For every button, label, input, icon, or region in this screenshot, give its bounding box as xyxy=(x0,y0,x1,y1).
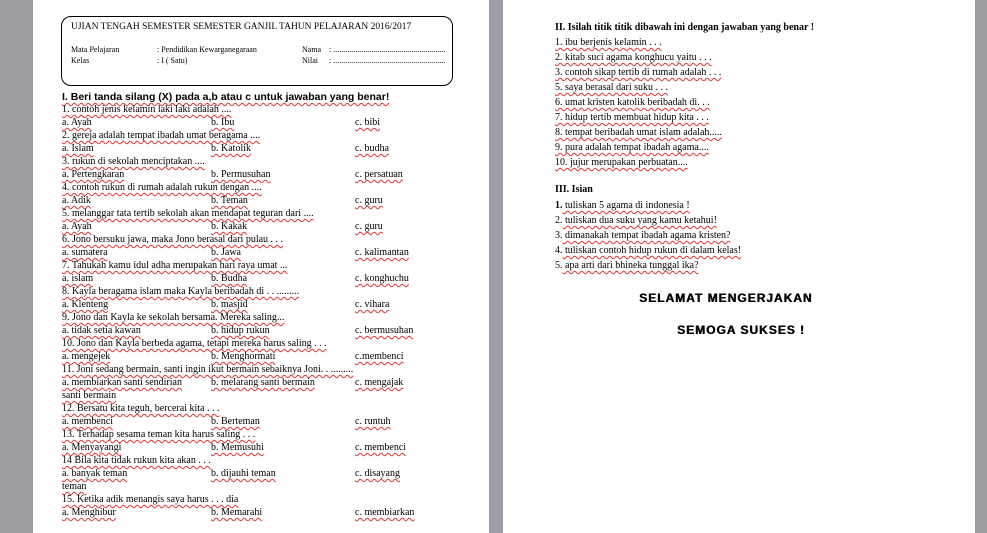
class-value: : I ( Satu) xyxy=(157,56,188,65)
question-4: 4. contoh rukun di rumah adalah rukun dengan .... xyxy=(62,182,262,193)
essay-text: tuliskan dua suku yang kamu ketahui! xyxy=(562,215,717,226)
option-a: a. Ayah xyxy=(62,117,92,128)
option-c: c.membenci xyxy=(355,351,404,362)
option-a: a. Islam xyxy=(62,143,94,154)
option-c: c. guru xyxy=(355,195,383,206)
fill-item-4: 5. saya berasal dari suku . . . xyxy=(555,82,669,93)
question-1: 1. contoh jenis kelamin laki laki adalah .... xyxy=(62,104,232,115)
closing-line-1: SELAMAT MENGERJAKAN xyxy=(639,291,813,305)
option-a-continued: santi bermain xyxy=(62,390,117,401)
option-a: a. mengejek xyxy=(62,351,111,362)
option-a: a. Ayah xyxy=(62,221,92,232)
option-c: c. vihara xyxy=(355,299,390,310)
closing-line-2: SEMOGA SUKSES ! xyxy=(677,323,805,337)
option-c: c. membenci xyxy=(355,442,407,453)
question-14: 14 Bila kita tidak rukun kita akan . . . xyxy=(62,455,211,466)
fill-item-3: 3. contoh sikap tertib di rumah adalah . . . xyxy=(555,67,722,78)
essay-number: 5. xyxy=(555,260,563,271)
name-field: : ........................................................ xyxy=(329,45,446,54)
option-a: a. islam xyxy=(62,273,94,284)
option-c: c. persatuan xyxy=(355,169,403,180)
option-a: a. Menyayangi xyxy=(62,442,122,453)
question-7: 7. Tahukah kamu idul adha merupakan hari raya umat ... xyxy=(62,260,288,271)
question-9: 9. Jono dan Kayla ke sekolah bersama. Mereka saling... xyxy=(62,312,285,323)
option-c: c. budha xyxy=(355,143,389,154)
option-a: a. Menghibur xyxy=(62,507,116,518)
score-field: : ........................................................ xyxy=(329,56,446,65)
fill-item-2: 2. kitab suci agama konghucu yaitu . . . xyxy=(555,52,712,63)
option-b: b. Katolik xyxy=(211,143,251,154)
option-b: b. Memarahi xyxy=(211,507,263,518)
class-label: Kelas xyxy=(71,56,90,65)
essay-item-2 xyxy=(555,215,717,227)
fill-item-9: 10. jujur merupakan perbuatan.... xyxy=(555,157,688,168)
option-a: a. membenci xyxy=(62,416,114,427)
essay-number: 1. xyxy=(555,200,563,211)
essay-item-1 xyxy=(555,200,690,212)
subject-label: Mata Pelajaran xyxy=(71,45,120,54)
fill-item-8: 9. pura adalah tempat ibadah agama.... xyxy=(555,142,709,153)
option-c: c. konghuchu xyxy=(355,273,409,284)
option-c: c. disayang xyxy=(355,468,400,479)
option-a-continued: teman xyxy=(62,481,87,492)
option-b: b. Jawa xyxy=(211,247,241,258)
option-b: b. Kakak xyxy=(211,221,248,232)
essay-text: dimanakah tempat ibadah agama kristen? xyxy=(562,230,731,241)
option-b: b. Memusuhi xyxy=(211,442,264,453)
option-b: b. dijauhi teman xyxy=(211,468,276,479)
question-12: 12. Bersatu kita teguh, bercerai kita . . . xyxy=(62,403,220,414)
question-10: 10. Jono dan Kayla berbeda agama, tetapi mereka harus saling . . . xyxy=(62,338,327,349)
option-c: c. bibi xyxy=(355,117,380,128)
question-8: 8. Kayla beragama islam maka Kayla beribadah di . . ......... xyxy=(62,286,300,297)
essay-item-4 xyxy=(555,245,741,257)
option-b: b. Menghormati xyxy=(211,351,276,362)
option-b: b. masjid xyxy=(211,299,248,310)
option-c: c. mengajak xyxy=(355,377,404,388)
option-a: a. membiarkan santi sendirian xyxy=(62,377,182,388)
question-15: 15. Ketika adik menangis saya harus . . . dia xyxy=(62,494,239,505)
option-b: b. Berteman xyxy=(211,416,260,427)
section2-heading: II. Isilah titik titik dibawah ini dengan jawaban yang benar ! xyxy=(555,22,815,33)
question-2: 2. gereja adalah tempat ibadah umat beragama .... xyxy=(62,130,261,141)
name-label: Nama xyxy=(302,45,322,54)
option-b: b. Budha xyxy=(211,273,248,284)
option-a: a. tidak setia kawan xyxy=(62,325,141,336)
document-page-1 xyxy=(33,0,489,533)
question-5: 5. melanggar tata tertib sekolah akan mendapat teguran dari .... xyxy=(62,208,314,219)
question-6: 6. Jono bersuku jawa, maka Jono berasal dari pulau . . . xyxy=(62,234,284,245)
option-b: b. melarang santi bermain xyxy=(211,377,315,388)
fill-item-1: 1. ibu berjenis kelamin . . . xyxy=(555,37,662,48)
section1-heading: I. Beri tanda silang (X) pada a,b atau c untuk jawaban yang benar! xyxy=(62,91,390,103)
option-c: c. bermusuhan xyxy=(355,325,414,336)
score-label: Nilai xyxy=(302,56,318,65)
document-page-2 xyxy=(503,0,975,533)
option-a: a. Adik xyxy=(62,195,91,206)
option-c: c. guru xyxy=(355,221,383,232)
option-a: a. Klenteng xyxy=(62,299,109,310)
option-c: c. kalimantan xyxy=(355,247,409,258)
essay-number: 2. xyxy=(555,215,563,226)
question-13: 13. Terhadap sesama teman kita harus saling . . . xyxy=(62,429,256,440)
option-a: a. banyak teman xyxy=(62,468,128,479)
exam-title: UJIAN TENGAH SEMESTER SEMESTER GANJIL TAHUN PELAJARAN 2016/2017 xyxy=(71,22,412,32)
essay-text: tuliskan contoh hidup rukun di dalam kelas! xyxy=(562,245,742,256)
option-a: a. Pertengkaran xyxy=(62,169,125,180)
essay-item-3 xyxy=(555,230,731,242)
essay-number: 4. xyxy=(555,245,563,256)
option-a: a. sumatera xyxy=(62,247,108,258)
question-3: 3. rukun di sekolah menciptakan .... xyxy=(62,156,205,167)
section3-heading: III. Isian xyxy=(555,184,593,195)
fill-item-5: 6. umat kristen katolik beribadah di. . . xyxy=(555,97,710,108)
option-b: b. Permusuhan xyxy=(211,169,271,180)
question-11: 11. Joni sedang bermain, santi ingin ikut bermain sebaiknya Joni. . ......... xyxy=(62,364,354,375)
essay-item-5 xyxy=(555,260,699,272)
option-b: b. Teman xyxy=(211,195,248,206)
option-c: c. membiarkan xyxy=(355,507,415,518)
fill-item-7: 8. tempat beribadah umat islam adalah..... xyxy=(555,127,722,138)
subject-value: : Pendidikan Kewarganegaraan xyxy=(157,45,257,54)
option-b: b. Ibu xyxy=(211,117,235,128)
essay-number: 3. xyxy=(555,230,563,241)
essay-text: apa arti dari bhineka tunggal ika? xyxy=(562,260,699,271)
option-c: c. runtuh xyxy=(355,416,391,427)
essay-text: tuliskan 5 agama di indonesia ! xyxy=(562,200,690,211)
option-b: b. hidup rukun xyxy=(211,325,270,336)
fill-item-6: 7. hidup tertib membuat hidup kita . . . xyxy=(555,112,709,123)
